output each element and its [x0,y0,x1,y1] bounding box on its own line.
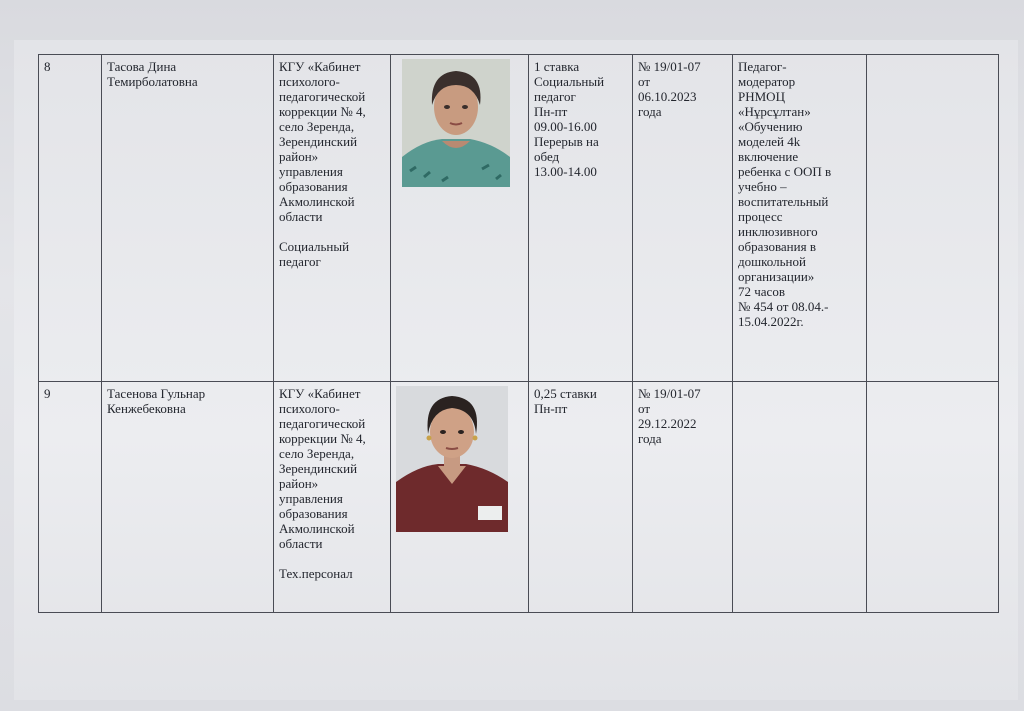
document-sheet [14,40,1018,700]
organization-position: КГУ «Кабинет психолого- педагогической коррекции № 4, село Зеренда, Зерендинский район» управления образования Акмолинской области Тех.персонал [274,382,391,613]
row-number: 8 [39,55,102,382]
portrait-photo-icon [402,59,510,187]
table-row [39,382,999,613]
work-rate-schedule: 1 ставка Социальный педагог Пн-пт 09.00-16.00 Перерыв на обед 13.00-14.00 [529,55,633,382]
notes-cell [867,382,999,613]
training-info [733,382,867,613]
training-info: Педагог- модератор РНМОЦ «Нұрсұлтан» «Обучению моделей 4k включение ребенка с ООП в учебно – воспитательный процесс инклюзивного образования в дошкольной организации» 72 часов № 454 от 08.04.- 15.04.2022г. [733,55,867,382]
organization-position: КГУ «Кабинет психолого- педагогической коррекции № 4, село Зеренда, Зерендинский район» управления образования Акмолинской области Социальный педагог [274,55,391,382]
order-number: № 19/01-07 от 29.12.2022 года [633,382,733,613]
photo-cell [391,382,529,613]
photo-cell [391,55,529,382]
work-rate-schedule: 0,25 ставки Пн-пт [529,382,633,613]
employee-name: Тасова Дина Темирболатовна [102,55,274,382]
table-row [39,55,999,382]
notes-cell [867,55,999,382]
staff-table [38,54,999,613]
employee-photo [402,59,510,187]
order-number: № 19/01-07 от 06.10.2023 года [633,55,733,382]
row-number: 9 [39,382,102,613]
employee-photo [396,386,508,532]
employee-name: Тасенова Гульнар Кенжебековна [102,382,274,613]
portrait-photo-icon [396,386,508,532]
